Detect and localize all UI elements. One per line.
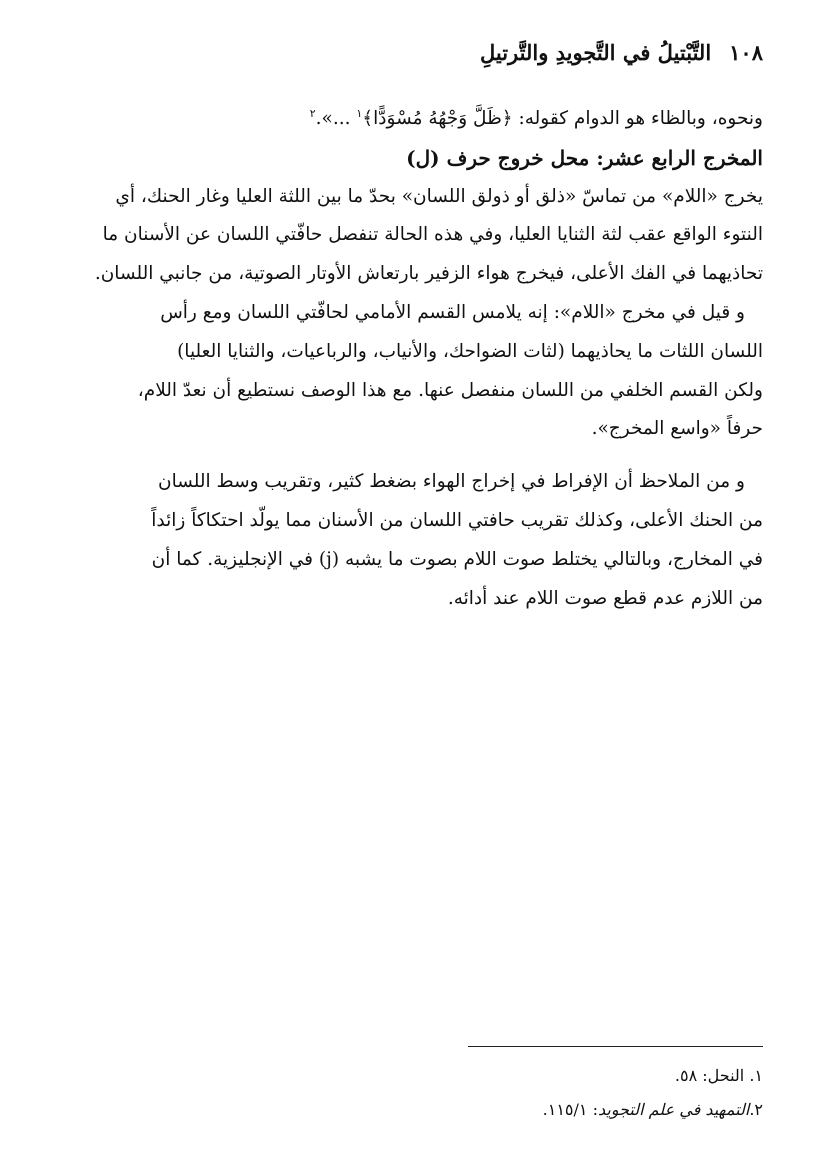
paragraph-line: في المخارج، وبالتالي يختلط صوت اللام بصوت ما يشبه (j) في الإنجليزية. كما أن (151, 548, 763, 570)
paragraph-2 (69, 294, 763, 449)
page-number: ١٠٨ (729, 39, 763, 65)
intro-line (69, 100, 763, 139)
paragraph-3 (69, 463, 763, 618)
paragraph-line: يخرج «اللام» من تماسّ «ذلق أو ذولق اللسان» بحدّ ما بين اللثة العليا وغار الحنك، أي (115, 185, 763, 207)
footnote-2-reference: : ١١٥/١. (542, 1100, 598, 1119)
paragraph-line: تحاذيهما في الفك الأعلى، فيخرج هواء الزفير بارتعاش الأوتار الصوتية، من جانبي اللسان. (94, 263, 763, 285)
footnote-ref-2[interactable]: ٢ (309, 106, 316, 120)
page-header (60, 32, 763, 72)
footnotes (363, 1059, 763, 1127)
paragraph-line: و قيل في مخرج «اللام»: إنه يلامس القسم الأمامي لحافّتي اللسان ومع رأس (160, 301, 745, 323)
footnote-2-number: ٢. (749, 1100, 763, 1119)
paragraph-line: من الحنك الأعلى، وكذلك تقريب حافتي اللسان من الأسنان مما يولّد احتكاكاً زائداً (151, 509, 763, 531)
paragraph-line: ولكن القسم الخلفي من اللسان منفصل عنها. مع هذا الوصف نستطيع أن نعدّ اللام، (137, 379, 763, 401)
footnote-ref-1[interactable]: ١ (356, 106, 363, 120)
intro-text: ونحوه، وبالظاء هو الدوام كقوله: ﴿ظَلَّ وَجْهُهُ مُسْوَدًّا﴾ (362, 108, 763, 129)
footnote-1: ١. النحل: ٥٨. (674, 1066, 763, 1085)
footnote-2 (363, 1093, 763, 1127)
paragraph-line: من اللازم عدم قطع صوت اللام عند أدائه. (447, 587, 763, 609)
intro-text-end: ...». (315, 108, 357, 129)
paragraph-gap (69, 449, 763, 463)
body-text (69, 100, 763, 618)
section-heading: المخرج الرابع عشر: محل خروج حرف (ل) (406, 145, 763, 170)
paragraph-line: حرفاً «واسع المخرج». (591, 418, 763, 440)
footnote-2-work-title: التمهيد في علم التجويد (597, 1100, 750, 1119)
paragraph-1 (69, 178, 763, 294)
paragraph-line: و من الملاحظ أن الإفراط في إخراج الهواء بضغط كثير، وتقريب وسط اللسان (158, 471, 745, 493)
running-title: التَّبْتيلُ في التَّجويدِ والتَّرتيلِ (479, 39, 712, 65)
footnote-separator (468, 1046, 763, 1047)
paragraph-line: النتوء الواقع عقب لثة الثنايا العليا، وفي هذه الحالة تنفصل حافّتي اللسان عن الأسنان ما (102, 224, 763, 246)
paragraph-line: اللسان اللثات ما يحاذيهما (لثات الضواحك، والأنياب، والرباعيات، والثنايا العليا) (177, 340, 763, 362)
